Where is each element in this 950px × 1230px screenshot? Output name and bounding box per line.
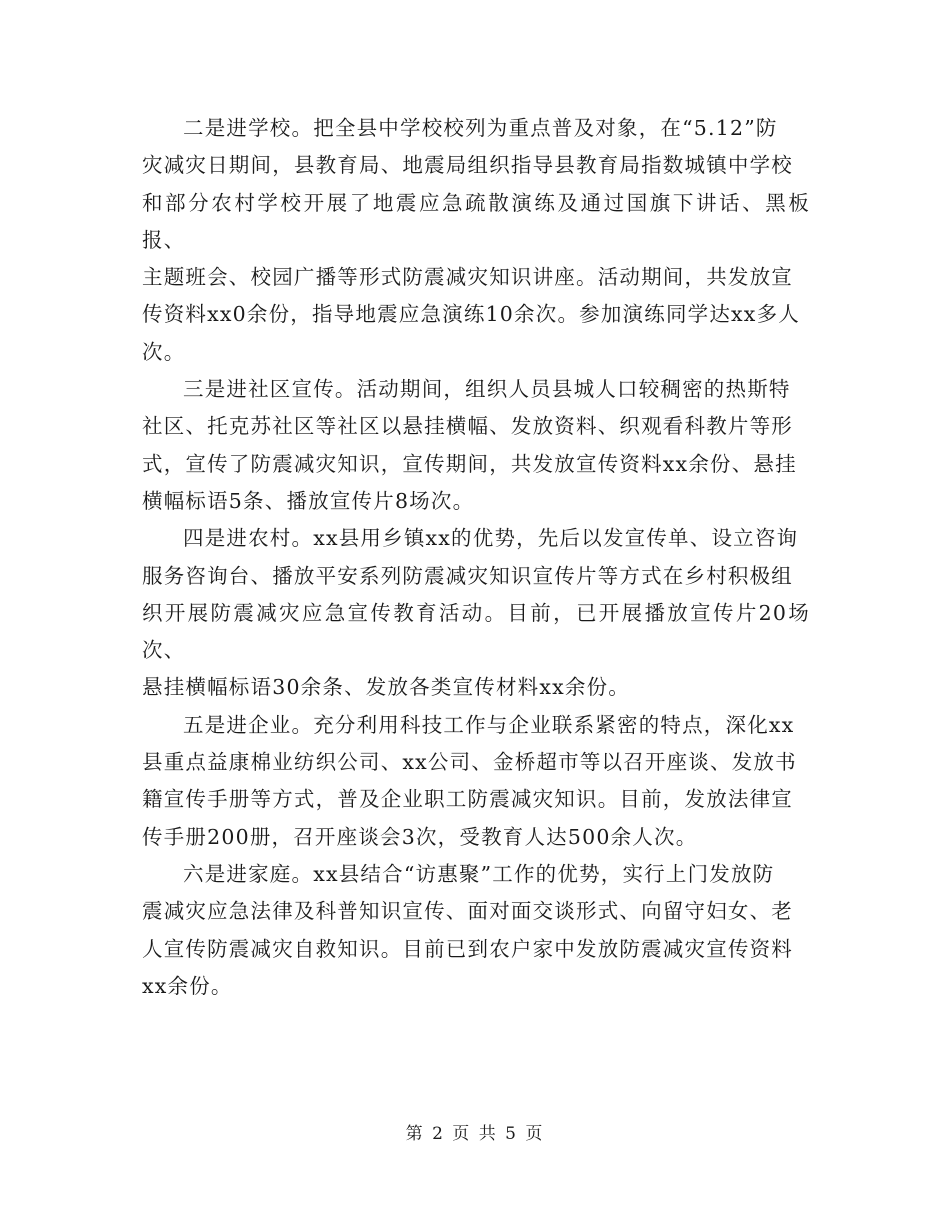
paragraph-line: 横幅标语5条、播放宣传片8场次。: [142, 488, 475, 513]
paragraph-line: 织开展防震减灾应急宣传教育活动。目前，已开展播放宣传片20场次、: [142, 600, 810, 663]
paragraph-line: 传资料xx0余份，指导地震应急演练10余次。参加演练同学达xx多人: [142, 302, 800, 327]
paragraph-line: 服务咨询台、播放平安系列防震减灾知识宣传片等方式在乡村积极组: [142, 563, 793, 588]
paragraph-line: 二是进学校。把全县中学校校列为重点普及对象，在“5.12”防: [183, 116, 778, 140]
paragraph-countryside: [142, 520, 810, 706]
paragraph-line: 主题班会、校园广播等形式防震减灾知识讲座。活动期间，共发放宣: [142, 265, 793, 290]
paragraph-families: [142, 856, 810, 1005]
paragraph-line: 四是进农村。xx县用乡镇xx的优势，先后以发宣传单、设立咨询: [183, 526, 799, 551]
paragraph-enterprises: [142, 707, 810, 856]
paragraph-line: 社区、托克苏社区等社区以悬挂横幅、发放资料、织观看科教片等形: [142, 414, 793, 439]
paragraph-line: 三是进社区宣传。活动期间，组织人员县城人口较稠密的热斯特: [183, 377, 791, 402]
paragraph-community: [142, 371, 810, 520]
paragraph-line: xx余份。: [142, 973, 233, 998]
paragraph-line: 式，宣传了防震减灾知识，宣传期间，共发放宣传资料xx余份、悬挂: [142, 451, 797, 476]
paragraph-line: 和部分农村学校开展了地震应急疏散演练及通过国旗下讲话、黑板报、: [142, 190, 810, 252]
paragraph-line: 籍宣传手册等方式，普及企业职工防震减灾知识。目前，发放法律宣: [142, 787, 793, 812]
document-body: [142, 110, 810, 1005]
paragraph-line: 震减灾应急法律及科普知识宣传、面对面交谈形式、向留守妇女、老: [142, 899, 793, 924]
paragraph-line: 灾减灾日期间，县教育局、地震局组织指导县教育局指数城镇中学校: [142, 153, 793, 178]
paragraph-schools: [142, 110, 810, 371]
page-number-footer: 第 2 页 共 5 页: [405, 1124, 545, 1144]
paragraph-line: 六是进家庭。xx县结合“访惠聚”工作的优势，实行上门发放防: [183, 861, 775, 886]
paragraph-line: 次。: [142, 339, 186, 364]
paragraph-line: 县重点益康棉业纺织公司、xx公司、金桥超市等以召开座谈、发放书: [142, 750, 797, 775]
paragraph-line: 传手册200册，召开座谈会3次，受教育人达500余人次。: [142, 824, 698, 849]
paragraph-line: 悬挂横幅标语30余条、发放各类宣传材料xx余份。: [142, 675, 631, 700]
paragraph-line: 人宣传防震减灾自救知识。目前已到农户家中发放防震减灾宣传资料: [142, 936, 793, 961]
paragraph-line: 五是进企业。充分利用科技工作与企业联系紧密的特点，深化xx: [183, 712, 795, 737]
